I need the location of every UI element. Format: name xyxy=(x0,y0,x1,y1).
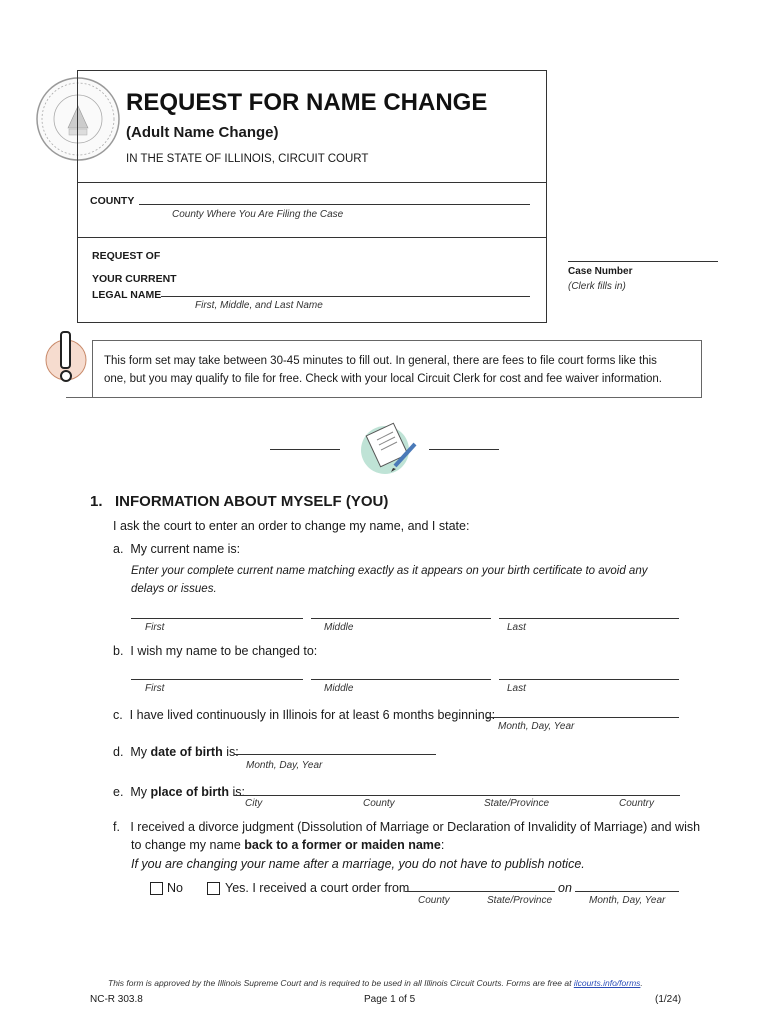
place-of-birth-input[interactable] xyxy=(234,795,680,796)
section-heading: 1. INFORMATION ABOUT MYSELF (YOU) xyxy=(90,493,389,510)
order-date-hint: Month, Day, Year xyxy=(589,895,666,906)
notice-box xyxy=(92,340,702,398)
case-number-input[interactable] xyxy=(568,261,718,262)
court-name: IN THE STATE OF ILLINOIS, CIRCUIT COURT xyxy=(126,153,369,165)
case-number-hint: (Clerk fills in) xyxy=(568,281,626,292)
notice-line-1: This form set may take between 30-45 minutes to fill out. In general, there are fees to file court forms like this xyxy=(104,355,657,367)
pob-county-hint: County xyxy=(363,798,395,809)
item-a-label: a. My current name is: xyxy=(113,542,241,556)
legal-name-hint: First, Middle, and Last Name xyxy=(195,300,323,311)
residency-date-input[interactable] xyxy=(486,717,679,718)
new-middle-hint: Middle xyxy=(324,683,354,694)
form-version: (1/24) xyxy=(655,994,682,1005)
no-checkbox[interactable] xyxy=(150,882,163,895)
yes-checkbox[interactable] xyxy=(207,882,220,895)
form-id: NC-R 303.8 xyxy=(90,994,143,1005)
legal-name-label-1: YOUR CURRENT xyxy=(92,273,177,285)
form-subtitle: (Adult Name Change) xyxy=(126,124,279,141)
pob-country-hint: Country xyxy=(619,798,655,809)
item-a-instruction-1: Enter your complete current name matching exactly as it appears on your birth certificate to avoid any xyxy=(131,565,648,577)
form-title: REQUEST FOR NAME CHANGE xyxy=(126,89,488,116)
item-b-label: b. I wish my name to be changed to: xyxy=(113,644,318,658)
order-state-hint: State/Province xyxy=(487,895,553,906)
date-of-birth-input[interactable] xyxy=(234,754,436,755)
header-divider xyxy=(77,182,547,183)
no-label: No xyxy=(167,881,183,895)
current-last-hint: Last xyxy=(507,622,526,633)
new-last-name-input[interactable] xyxy=(499,679,679,680)
divider-right xyxy=(429,449,499,450)
new-first-name-input[interactable] xyxy=(131,679,303,680)
alert-icon xyxy=(44,330,90,396)
writing-icon xyxy=(355,418,419,478)
new-middle-name-input[interactable] xyxy=(311,679,491,680)
current-middle-hint: Middle xyxy=(324,622,354,633)
item-a-instruction-2: delays or issues. xyxy=(131,583,217,595)
current-last-name-input[interactable] xyxy=(499,618,679,619)
footer-approval: This form is approved by the Illinois Supreme Court and is required to be used in all Illinois Circuit Courts. Forms are free at ilcourts.info/forms. xyxy=(108,978,643,988)
legal-name-input[interactable] xyxy=(161,296,530,297)
item-d-label: d. My date of birth is: xyxy=(113,745,239,759)
forms-link[interactable]: ilcourts.info/forms xyxy=(573,978,641,988)
current-first-name-input[interactable] xyxy=(131,618,303,619)
item-f-line-1: f. I received a divorce judgment (Dissolution of Marriage or Declaration of Invalidity of Marriage) and wish xyxy=(113,820,701,834)
section-intro: I ask the court to enter an order to change my name, and I state: xyxy=(113,519,470,533)
new-last-hint: Last xyxy=(507,683,526,694)
case-number-label: Case Number xyxy=(568,266,633,277)
current-first-hint: First xyxy=(145,622,165,633)
item-c-label: c. I have lived continuously in Illinois for at least 6 months beginning: xyxy=(113,708,496,722)
yes-label: Yes. I received a court order from xyxy=(225,881,410,895)
item-f-line-2: to change my name back to a former or maiden name: xyxy=(131,838,445,852)
pob-city-hint: City xyxy=(245,798,263,809)
divider-left xyxy=(270,449,340,450)
county-input[interactable] xyxy=(139,204,530,205)
residency-date-hint: Month, Day, Year xyxy=(498,721,575,732)
current-middle-name-input[interactable] xyxy=(311,618,491,619)
date-of-birth-hint: Month, Day, Year xyxy=(246,760,323,771)
item-e-label: e. My place of birth is: xyxy=(113,785,245,799)
item-f-instruction: If you are changing your name after a marriage, you do not have to publish notice. xyxy=(131,857,585,871)
page-number: Page 1 of 5 xyxy=(364,994,416,1005)
county-hint: County Where You Are Filing the Case xyxy=(172,209,344,220)
notice-line-2: one, but you may qualify to file for free. Check with your local Circuit Clerk for cost and fee waiver information. xyxy=(104,373,662,385)
order-date-input[interactable] xyxy=(575,891,679,892)
request-of-label: REQUEST OF xyxy=(92,250,161,262)
legal-name-label-2: LEGAL NAME xyxy=(92,289,162,301)
order-county-input[interactable] xyxy=(405,891,555,892)
new-first-hint: First xyxy=(145,683,165,694)
on-label: on xyxy=(558,881,572,895)
pob-state-hint: State/Province xyxy=(484,798,550,809)
county-label: COUNTY xyxy=(90,195,135,207)
order-county-hint: County xyxy=(418,895,450,906)
header-divider xyxy=(77,237,547,238)
